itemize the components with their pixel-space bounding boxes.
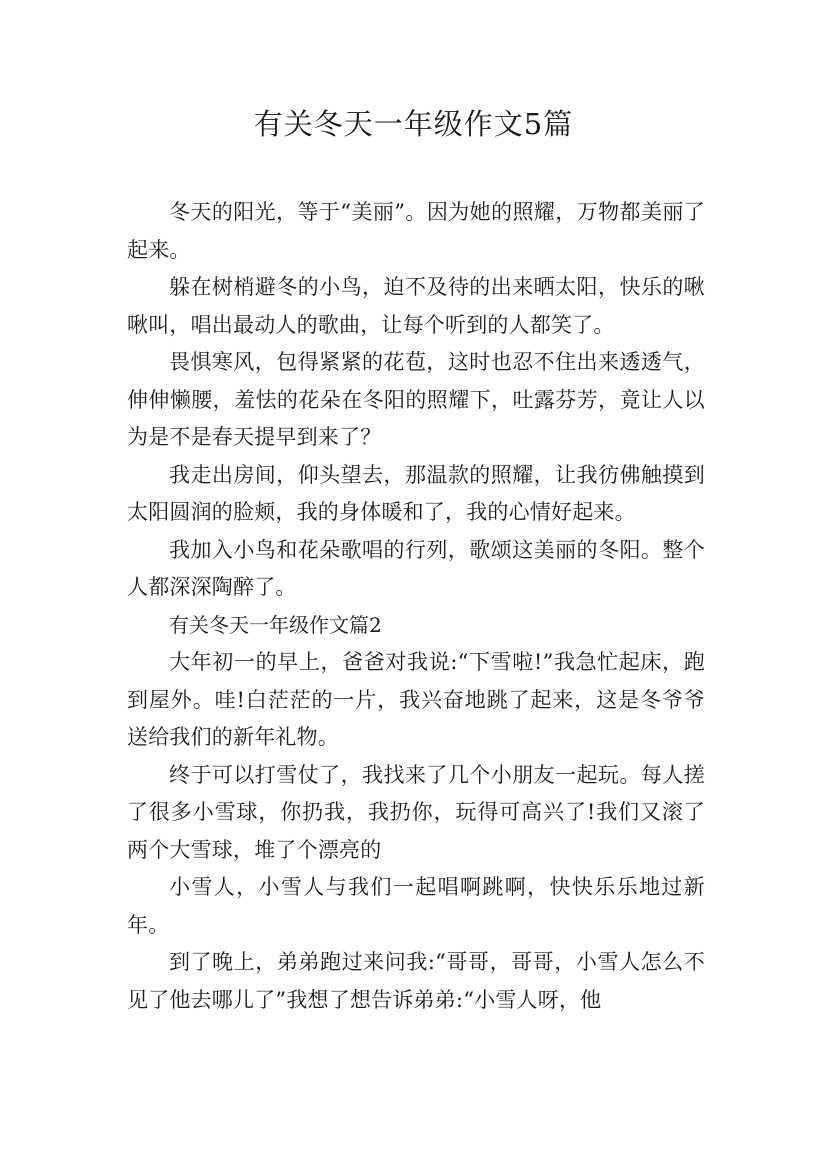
paragraph: 我加入小鸟和花朵歌唱的行列，歌颂这美丽的冬阳。整个人都深深陶醉了。 [127, 537, 705, 599]
document-body [127, 194, 705, 1019]
paragraph: 到了晚上，弟弟跑过来问我:“哥哥，哥哥，小雪人怎么不见了他去哪儿了”我想了想告诉弟弟:“小雪人呀，他 [127, 950, 705, 1012]
paragraph: 畏惧寒风，包得紧紧的花苞，这时也忍不住出来透透气，伸伸懒腰，羞怯的花朵在冬阳的照耀下，吐露芬芳，竟让人以为是不是春天提早到来了？ [127, 350, 705, 449]
paragraph: 大年初一的早上，爸爸对我说:“下雪啦!”我急忙起床，跑到屋外。哇!白茫茫的一片，我兴奋地跳了起来，这是冬爷爷送给我们的新年礼物。 [127, 650, 705, 749]
section-heading: 有关冬天一年级作文篇2 [169, 612, 382, 637]
document-title: 有关冬天一年级作文5篇 [253, 107, 574, 141]
paragraph: 小雪人，小雪人与我们一起唱啊跳啊，快快乐乐地过新年。 [127, 875, 705, 937]
paragraph: 冬天的阳光，等于“美丽”。因为她的照耀，万物都美丽了起来。 [127, 200, 705, 262]
paragraph: 终于可以打雪仗了，我找来了几个小朋友一起玩。每人搓了很多小雪球，你扔我，我扔你，玩得可高兴了!我们又滚了两个大雪球，堆了个漂亮的 [127, 762, 705, 862]
paragraph: 躲在树梢避冬的小鸟，迫不及待的出来晒太阳，快乐的啾啾叫，唱出最动人的歌曲，让每个听到的人都笑了。 [127, 275, 705, 337]
paragraph: 我走出房间，仰头望去，那温款的照耀，让我彷佛触摸到太阳圆润的脸颊，我的身体暖和了，我的心情好起来。 [127, 462, 705, 524]
